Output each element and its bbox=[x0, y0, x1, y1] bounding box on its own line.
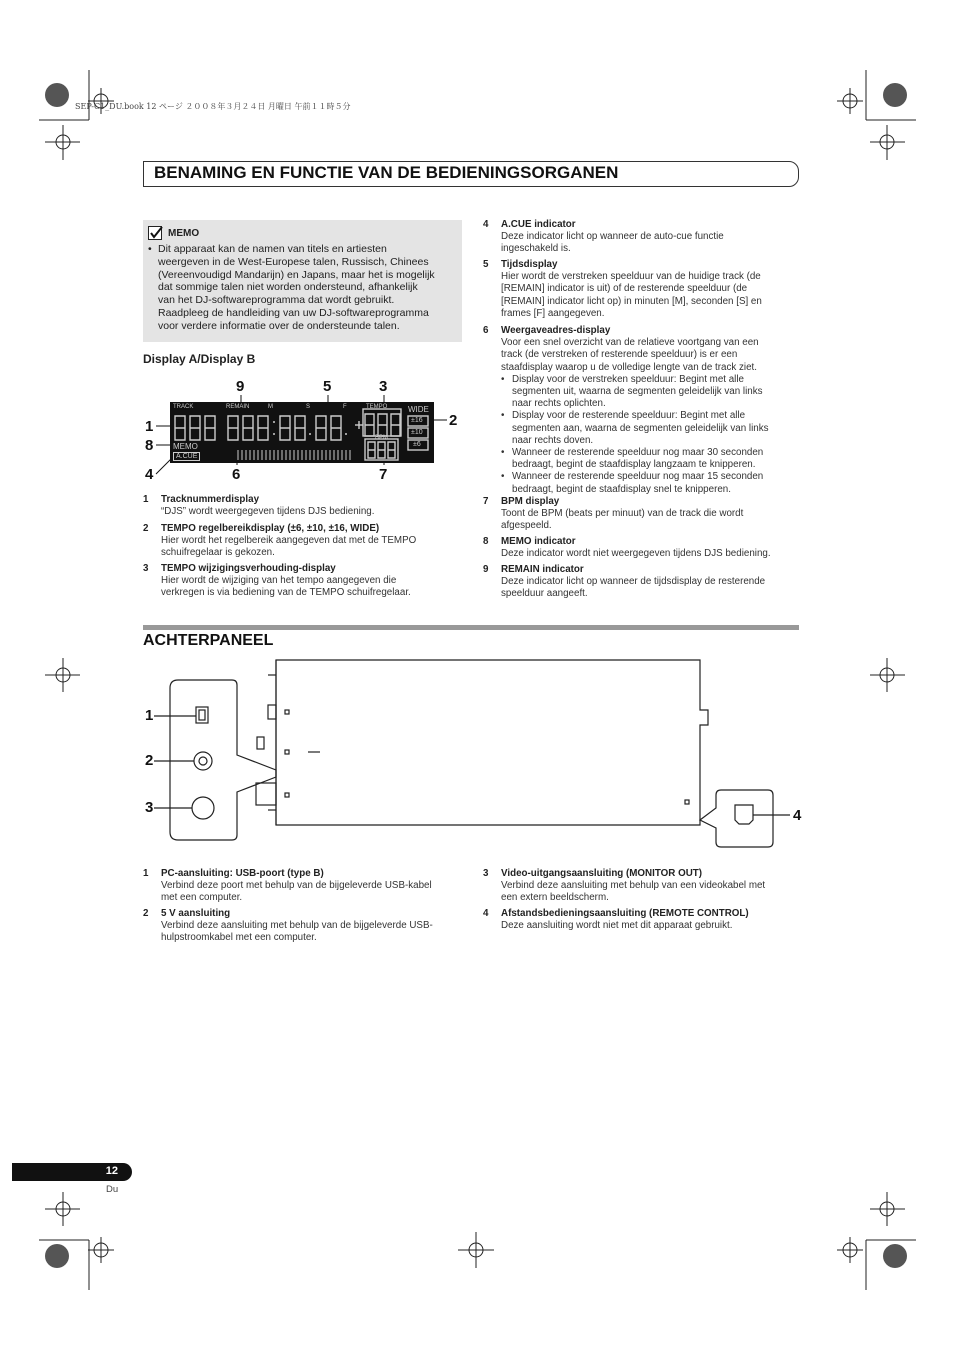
item-desc: Deze indicator wordt niet weergegeven tijdens DJS bediening. bbox=[501, 548, 771, 560]
bullet-line: segmenten aan, waarna de segmenten geleidelijk van links bbox=[512, 422, 769, 434]
memo-line: weergeven in de West-Europese talen, Russisch, Chinees bbox=[158, 255, 429, 268]
lcd-label-range6: ±6 bbox=[413, 441, 421, 448]
bullet-item bbox=[501, 471, 801, 495]
item-desc: een extern beeldscherm. bbox=[501, 892, 609, 904]
list-item bbox=[143, 563, 463, 600]
lcd-label-bpm: BPM bbox=[375, 435, 389, 441]
callout-7: 7 bbox=[379, 466, 388, 483]
panel-callout-2: 2 bbox=[145, 752, 154, 769]
list-item bbox=[483, 536, 801, 560]
lcd-label-memo: MEMO bbox=[173, 442, 198, 451]
page-number: 12 bbox=[105, 1165, 118, 1177]
item-number: 9 bbox=[483, 564, 489, 575]
item-desc: verkregen is via bediening van de TEMPO schuifregelaar. bbox=[161, 587, 411, 599]
item-desc: speelduur aangeeft. bbox=[501, 588, 588, 600]
item-number: 4 bbox=[483, 908, 489, 919]
item-number: 5 bbox=[483, 259, 489, 270]
item-heading: PC-aansluiting: USB-poort (type B) bbox=[161, 868, 324, 879]
callout-2: 2 bbox=[449, 412, 458, 429]
item-desc: [REMAIN] indicator licht op) in minuten [M], seconden [S] en bbox=[501, 295, 762, 307]
panel-callout-3: 3 bbox=[145, 799, 154, 816]
callout-6: 6 bbox=[232, 466, 241, 483]
lcd-label-m: M bbox=[268, 404, 273, 410]
item-desc: Verbind deze aansluiting met behulp van de bijgeleverde USB- bbox=[161, 920, 433, 932]
callout-9: 9 bbox=[236, 378, 245, 395]
item-heading: Tijdsdisplay bbox=[501, 259, 558, 270]
item-number: 2 bbox=[143, 908, 149, 919]
lcd-label-acue: A.CUE bbox=[173, 452, 200, 461]
item-desc: Deze indicator licht op wanneer de auto-cue functie bbox=[501, 231, 724, 243]
bullet-line: • Display voor de resterende speelduur: Begint met alle bbox=[512, 410, 746, 422]
lcd-label-f: F bbox=[343, 404, 347, 410]
item-heading: TEMPO regelbereikdisplay (±6, ±10, ±16, WIDE) bbox=[161, 523, 380, 534]
item-number: 7 bbox=[483, 496, 489, 507]
memo-line: van het DJ-softwareprogramma dat wordt gebruikt. bbox=[158, 294, 395, 307]
item-heading: MEMO indicator bbox=[501, 536, 576, 547]
item-heading: 5 V aansluiting bbox=[161, 908, 231, 919]
bullet-line: bedraagt, begint de staafdisplay snel te knipperen. bbox=[512, 483, 731, 495]
item-desc: Hier wordt de wijziging van het tempo aangegeven die bbox=[161, 575, 397, 587]
item-desc: Deze indicator licht op wanneer de tijdsdisplay de resterende bbox=[501, 576, 766, 588]
item-desc: Verbind deze aansluiting met behulp van een videokabel met bbox=[501, 880, 766, 892]
item-desc: hulpstroomkabel met een computer. bbox=[161, 932, 317, 944]
item-heading: TEMPO wijzigingsverhouding-display bbox=[161, 563, 336, 574]
section-divider bbox=[143, 625, 799, 630]
page-title: BENAMING EN FUNCTIE VAN DE BEDIENINGSORGANEN bbox=[154, 163, 619, 182]
item-heading: BPM display bbox=[501, 496, 560, 507]
callout-5: 5 bbox=[323, 378, 332, 395]
lcd-label-tempo: TEMPO bbox=[366, 404, 388, 410]
callout-4: 4 bbox=[145, 466, 154, 483]
lcd-label-range16: ±16 bbox=[411, 417, 423, 424]
panel-callout-4: 4 bbox=[793, 807, 802, 824]
item-desc: Verbind deze poort met behulp van de bijgeleverde USB-kabel bbox=[161, 880, 432, 892]
lcd-label-track: TRACK bbox=[173, 404, 194, 410]
item-desc: frames [F] aangegeven. bbox=[501, 307, 605, 319]
item-heading: A.CUE indicator bbox=[501, 219, 576, 230]
panel-callout-1: 1 bbox=[145, 707, 154, 724]
page-language: Du bbox=[106, 1184, 119, 1195]
item-desc: ingeschakeld is. bbox=[501, 243, 571, 255]
lcd-label-s: S bbox=[306, 404, 311, 410]
lcd-segments bbox=[170, 402, 434, 463]
list-item bbox=[483, 908, 801, 932]
item-heading: Tracknummerdisplay bbox=[161, 494, 260, 505]
bullet-item bbox=[501, 447, 801, 471]
item-desc: Hier wordt het regelbereik aangegeven dat met de TEMPO bbox=[161, 535, 417, 547]
item-number: 1 bbox=[143, 868, 149, 879]
lcd-display-illustration bbox=[170, 402, 434, 463]
memo-bullet: • bbox=[148, 243, 152, 255]
item-desc: Hier wordt de verstreken speelduur van de huidige track (de bbox=[501, 271, 761, 283]
item-heading: Weergaveadres-display bbox=[501, 325, 611, 336]
item-number: 3 bbox=[483, 868, 489, 879]
item-desc: Deze aansluiting wordt niet met dit apparaat gebruikt. bbox=[501, 920, 733, 932]
item-desc: schuifregelaar is gekozen. bbox=[161, 547, 275, 559]
item-heading: REMAIN indicator bbox=[501, 564, 584, 575]
callout-8: 8 bbox=[145, 437, 154, 454]
memo-line: voor verdere informatie over de ondersteunde talen. bbox=[158, 319, 400, 332]
item-desc: afgespeeld. bbox=[501, 520, 552, 532]
list-item bbox=[483, 259, 801, 320]
memo-line: Raadpleeg de handleiding van uw DJ-softwareprogramma bbox=[158, 306, 429, 319]
memo-line: (Vereenvoudigd Mandarijn) en Japans, maar het is mogelijk bbox=[158, 268, 435, 281]
list-item bbox=[483, 219, 801, 256]
item-desc: Voor een snel overzicht van de relatieve voortgang van een bbox=[501, 337, 759, 349]
lcd-label-remain: REMAIN bbox=[226, 404, 250, 410]
display-heading: Display A/Display B bbox=[143, 352, 256, 366]
bullet-line: bedraagt, begint de staafdisplay langzaam te knipperen. bbox=[512, 459, 756, 471]
item-number: 4 bbox=[483, 219, 489, 230]
bullet-item bbox=[501, 410, 801, 447]
list-item bbox=[483, 868, 801, 905]
section-heading-rear-panel: ACHTERPANEEL bbox=[143, 632, 274, 649]
item-desc: “DJS” wordt weergegeven tijdens DJS bediening. bbox=[161, 506, 375, 518]
list-item bbox=[143, 908, 463, 945]
rear-panel-illustration bbox=[140, 655, 810, 855]
lcd-label-wide: WIDE bbox=[408, 405, 429, 414]
item-heading: Afstandsbedieningsaansluiting (REMOTE CONTROL) bbox=[501, 908, 749, 919]
item-number: 2 bbox=[143, 523, 149, 534]
list-item bbox=[483, 325, 801, 496]
bullet-line: naar rechts doven. bbox=[512, 434, 594, 446]
bullet-line: segmenten uit, waarna de segmenten geleidelijk van links bbox=[512, 386, 763, 398]
item-desc: met een computer. bbox=[161, 892, 243, 904]
bullet-line: • Wanneer de resterende speelduur nog maar 30 seconden bbox=[512, 447, 764, 459]
item-desc: [REMAIN] indicator is uit) of de resterende speelduur (de bbox=[501, 283, 748, 295]
list-item bbox=[143, 494, 463, 518]
callout-1: 1 bbox=[145, 418, 154, 435]
item-desc: track (de verstreken of resterende speelduur) is er een bbox=[501, 349, 738, 361]
item-desc: staafdisplay waarop u de volledige lengte van de track ziet. bbox=[501, 361, 757, 373]
list-item bbox=[143, 523, 463, 560]
item-number: 8 bbox=[483, 536, 489, 547]
memo-line: Dit apparaat kan de namen van titels en artiesten bbox=[158, 243, 387, 255]
lcd-label-range10: ±10 bbox=[411, 429, 423, 436]
memo-line: dat sommige talen niet worden ondersteund, afhankelijk bbox=[158, 281, 418, 294]
bullet-line: naar rechts oplichten. bbox=[512, 398, 606, 410]
item-number: 1 bbox=[143, 494, 149, 505]
item-heading: Video-uitgangsaansluiting (MONITOR OUT) bbox=[501, 868, 703, 879]
item-desc: Toont de BPM (beats per minuut) van de track die wordt bbox=[501, 508, 744, 520]
callout-3: 3 bbox=[379, 378, 388, 395]
page-number-tab bbox=[12, 1163, 132, 1181]
item-number: 3 bbox=[143, 563, 149, 574]
memo-heading: MEMO bbox=[168, 228, 200, 239]
bullet-line: • Display voor de verstreken speelduur: Begint met alle bbox=[512, 373, 744, 385]
book-header-line: SEP-C1_DU.book 12 ページ ２００８年３月２４日 月曜日 午前１１時５分 bbox=[75, 102, 351, 111]
bullet-item bbox=[501, 374, 801, 411]
bullet-line: • Wanneer de resterende speelduur nog maar 15 seconden bbox=[512, 471, 764, 483]
list-item bbox=[483, 564, 801, 601]
list-item bbox=[143, 868, 463, 905]
item-number: 6 bbox=[483, 325, 489, 336]
list-item bbox=[483, 496, 801, 533]
